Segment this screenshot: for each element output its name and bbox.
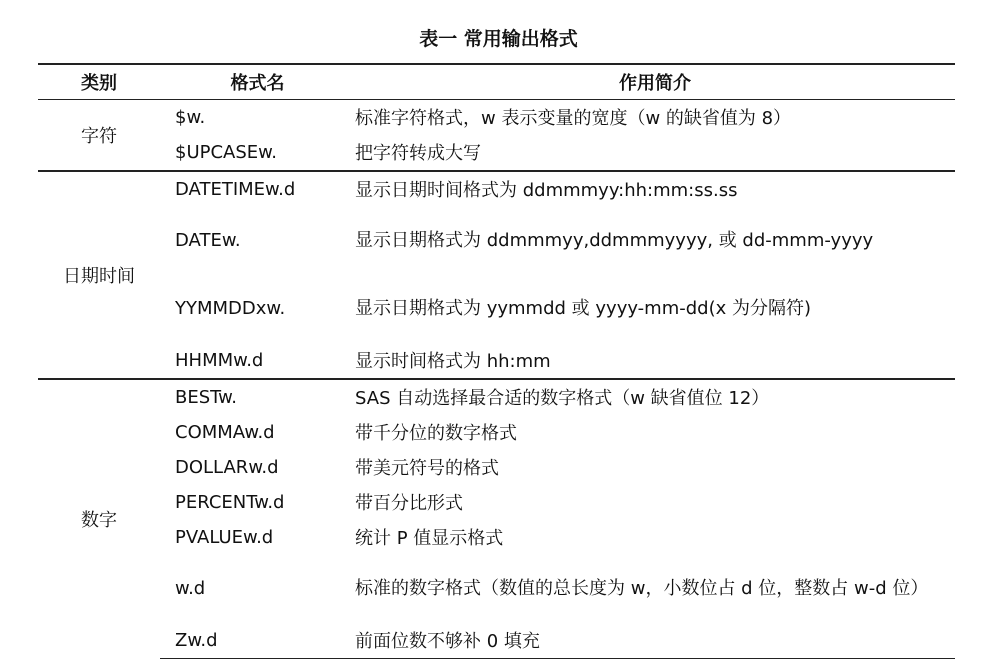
format-description: 把字符转成大写: [355, 143, 481, 164]
header-row: [38, 64, 955, 99]
format-name: DATEw.: [175, 230, 241, 251]
table-row: [38, 623, 955, 659]
table-row: [38, 275, 955, 343]
table-row: [38, 135, 955, 171]
format-description: 前面位数不够补 0 填充: [355, 623, 955, 659]
table-row: [38, 415, 955, 450]
format-description: 显示时间格式为 hh:mm: [355, 351, 551, 372]
table-title: 表一 常用输出格式: [419, 28, 578, 50]
format-description: 显示日期时间格式为 ddmmmyy:hh:mm:ss.ss: [355, 171, 955, 207]
format-name: Zw.d: [160, 623, 355, 659]
format-description: 标准的数字格式（数值的总长度为 w，小数位占 d 位，整数占 w-d 位）: [355, 577, 929, 599]
table-row: [38, 520, 955, 555]
table-row: [38, 343, 955, 379]
table-row: [38, 485, 955, 520]
format-name: HHMMw.d: [175, 349, 264, 371]
table-row: [38, 555, 955, 623]
format-description: 显示日期格式为 yymmdd 或 yyyy-mm-dd(x 为分隔符): [355, 297, 812, 319]
format-description: SAS 自动选择最合适的数字格式（w 缺省值位 12）: [355, 379, 955, 415]
table-row: [38, 99, 955, 135]
format-description: 统计 P 值显示格式: [355, 528, 504, 549]
format-name: BESTw.: [160, 379, 355, 415]
table-row: [38, 450, 955, 485]
format-description: 带千分位的数字格式: [355, 423, 517, 444]
format-name: PVALUEw.d: [175, 526, 274, 548]
format-name: COMMAw.d: [175, 421, 275, 443]
format-description: 标准字符格式，w 表示变量的宽度（w 的缺省值为 8）: [355, 108, 792, 129]
format-description: 带百分比形式: [355, 493, 463, 514]
format-description: 显示日期格式为 ddmmmyy,ddmmmyyyy, 或 dd-mmm-yyyy: [355, 229, 874, 251]
table-row: [38, 207, 955, 275]
category-cell: 日期时间: [38, 171, 160, 379]
table-row: [38, 171, 955, 207]
format-name: DATETIMEw.d: [160, 171, 355, 207]
header-description: 作用简介: [355, 64, 955, 99]
format-name: YYMMDDxw.: [175, 298, 286, 319]
format-name: PERCENTw.d: [175, 491, 285, 513]
format-name: DOLLARw.d: [175, 456, 279, 478]
output-formats-table: [38, 63, 955, 659]
header-format: 格式名: [160, 64, 355, 99]
category-cell: 字符: [81, 125, 117, 147]
format-name: $UPCASEw.: [175, 141, 277, 163]
table-row: [38, 379, 955, 415]
format-description: 带美元符号的格式: [355, 458, 499, 479]
header-category: 类别: [38, 64, 160, 99]
format-name: w.d: [175, 578, 206, 599]
format-name: $w.: [175, 106, 206, 128]
category-cell: 数字: [38, 379, 160, 659]
